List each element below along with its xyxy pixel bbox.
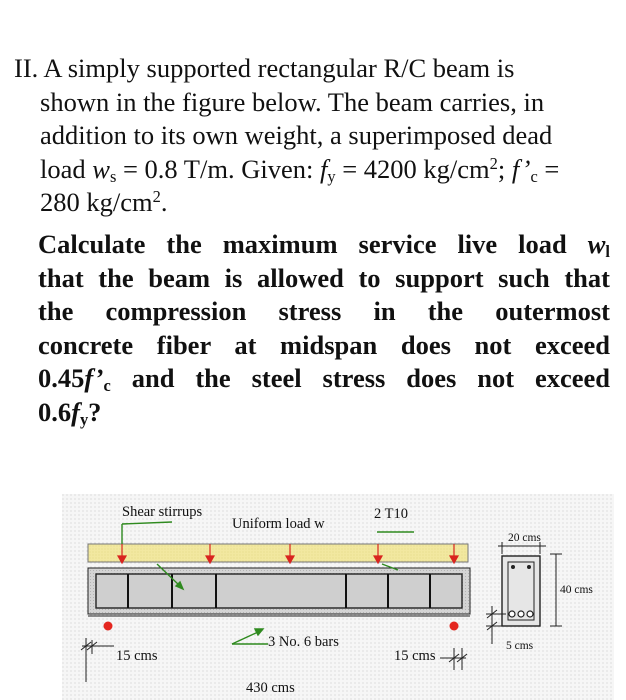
right-support <box>450 622 459 631</box>
cross-section <box>502 556 540 626</box>
text-load: load <box>40 153 93 184</box>
label-section-depth: 40 cms <box>560 584 593 596</box>
beam-figure-drawing <box>62 494 614 700</box>
label-left-distance: 15 cms <box>116 648 158 664</box>
task-line-6 <box>38 396 610 430</box>
bottom-bar-3 <box>527 611 533 617</box>
task-line-1 <box>38 228 610 262</box>
uniform-load-band <box>88 544 468 562</box>
bottom-bar-1 <box>509 611 515 617</box>
subscript-l: l <box>605 242 610 262</box>
task-line-5 <box>38 362 610 396</box>
question-line-4 <box>14 153 614 187</box>
label-shear-stirrups: Shear stirrups <box>122 504 203 520</box>
top-bar-right <box>527 565 531 569</box>
question-line-3: addition to its own weight, a superimposed dead <box>40 120 553 150</box>
label-cover: 5 cms <box>506 640 534 652</box>
superscript-2: 2 <box>489 153 498 173</box>
task-line-3: the compression stress in the outermost <box>38 296 610 326</box>
subscript-c-bold: c <box>103 376 111 396</box>
top-bar-left <box>511 565 515 569</box>
label-uniform-load: Uniform load w <box>232 516 325 532</box>
symbol-fy-bold: f <box>71 396 80 427</box>
subscript-c: c <box>530 166 538 186</box>
superscript-2b: 2 <box>152 186 161 206</box>
question-task <box>38 228 610 429</box>
text-semicolon: ; <box>497 153 512 184</box>
text-dead-load-value: = 0.8 T/m. Given: <box>116 153 320 184</box>
symbol-fc-bold: f’ <box>84 363 104 393</box>
task-coef-045: 0.45 <box>38 363 85 393</box>
label-top-bars: 2 T10 <box>374 506 408 522</box>
bottom-bar-2 <box>518 611 524 617</box>
symbol-fc: f’ <box>511 153 531 184</box>
label-span: 430 cms <box>246 680 295 696</box>
question-text <box>14 52 614 220</box>
subscript-y-bold: y <box>79 409 89 429</box>
subscript-y: y <box>327 166 336 186</box>
label-bottom-bars: 3 No. 6 bars <box>268 634 339 650</box>
question-line-2: shown in the figure below. The beam carries, in <box>40 86 545 117</box>
task-text-5: and the steel stress does not exceed <box>110 363 610 393</box>
task-line-2: that the beam is allowed to support such that <box>38 262 610 293</box>
task-coef-06: 0.6 <box>38 396 72 427</box>
task-text-1: Calculate the maximum service live load <box>38 229 588 259</box>
symbol-wl: w <box>587 229 606 259</box>
subscript-s: s <box>109 166 117 186</box>
task-question-mark: ? <box>88 396 102 427</box>
text-period: . <box>160 187 168 217</box>
question-line-1: II. A simply supported rectangular R/C beam is <box>14 53 515 83</box>
symbol-w: w <box>92 153 110 184</box>
text-fy-value: = 4200 kg/cm <box>335 153 490 184</box>
label-section-width: 20 cms <box>508 532 541 544</box>
symbol-f: f <box>319 153 328 184</box>
text-fc-value: 280 kg/cm <box>40 187 153 217</box>
text-equals: = <box>537 153 560 184</box>
beam-figure <box>62 494 614 700</box>
question-line-5 <box>14 186 614 220</box>
beam-inner <box>96 574 462 608</box>
label-right-distance: 15 cms <box>394 648 436 664</box>
task-line-4: concrete fiber at midspan does not exceed <box>38 329 610 360</box>
left-support <box>104 622 113 631</box>
